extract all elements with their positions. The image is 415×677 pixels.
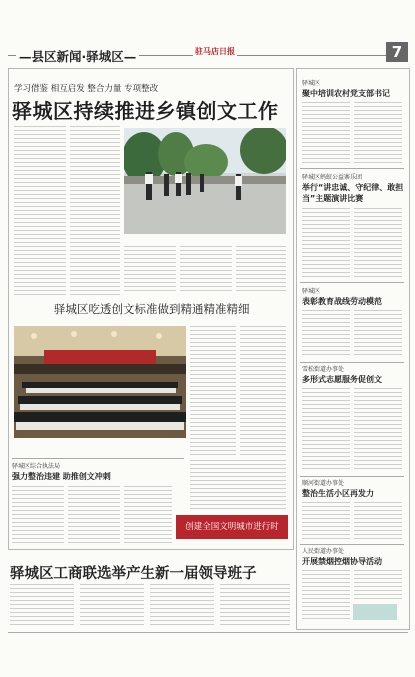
brief-title: 表彰教育战线劳动模范 <box>302 297 382 306</box>
body-text-column <box>10 584 74 626</box>
newspaper-logo: 驻马店日报 <box>195 46 235 56</box>
body-text-column <box>14 126 66 296</box>
sub-story-label: 驿城区综合执法局 <box>12 463 61 470</box>
bottom-story-headline: 驿城区工商联选举产生新一届领导班子 <box>10 566 257 582</box>
body-text-column <box>180 246 232 294</box>
body-text-column <box>68 486 120 544</box>
brief-text <box>302 208 350 278</box>
brief-text <box>302 388 350 472</box>
brief-label: 驿城区 <box>302 80 321 87</box>
brief-text <box>354 102 402 164</box>
decorative-stamp <box>353 604 397 620</box>
photo-officials-outdoor <box>124 128 286 234</box>
body-text-column <box>236 246 286 294</box>
brief-label: 驿城区蚂蚁公益寨乐团 <box>302 174 363 181</box>
campaign-banner: 创建全国文明城市进行时 <box>176 515 288 539</box>
sub-story-title: 强力整治违建 助推创文冲刺 <box>12 472 111 481</box>
footer-rule <box>8 632 408 633</box>
brief-text <box>302 102 350 164</box>
brief-text <box>354 310 402 358</box>
body-text-column <box>124 486 172 544</box>
brief-text <box>354 208 402 278</box>
page-number: 7 <box>386 42 408 62</box>
brief-text <box>302 502 350 540</box>
section-divider <box>12 458 184 459</box>
body-text-column <box>190 326 236 456</box>
brief-divider <box>300 362 404 363</box>
section-title: —县区新闻·驿城区— <box>16 47 139 65</box>
brief-title: 多形式志愿服务促创文 <box>302 375 382 384</box>
brief-divider <box>300 168 404 169</box>
page-header <box>8 44 408 64</box>
brief-title: 举行“讲忠诚、守纪律、敢担当”主题演讲比赛 <box>302 183 404 203</box>
brief-label: 雪松街道办事处 <box>302 366 345 373</box>
brief-text <box>354 570 402 600</box>
story-kicker: 学习借鉴 相互启发 整合力量 专项整改 <box>14 84 159 94</box>
brief-title: 开展禁烟控烟协导活动 <box>302 557 382 566</box>
story-headline: 驿城区持续推进乡镇创文工作 <box>12 99 279 123</box>
brief-label: 驿城区 <box>302 288 321 295</box>
brief-text <box>302 310 350 358</box>
brief-divider <box>300 476 404 477</box>
body-text-column <box>220 584 290 626</box>
brief-text <box>302 570 350 622</box>
body-text-column <box>124 246 176 294</box>
brief-text <box>354 502 402 540</box>
photo-meeting-hall <box>14 326 186 438</box>
body-text-column <box>190 460 286 510</box>
brief-divider <box>300 544 404 545</box>
body-text-column <box>150 584 214 626</box>
second-story-headline: 驿城区吃透创文标准做到精通精准精细 <box>54 302 250 316</box>
brief-label: 顺河街道办事处 <box>302 480 345 487</box>
brief-title: 整治生活小区再发力 <box>302 489 374 498</box>
brief-divider <box>300 282 404 283</box>
brief-text <box>354 388 402 472</box>
body-text-column <box>240 326 286 456</box>
body-text-column <box>80 584 144 626</box>
brief-label: 人民街道办事处 <box>302 548 345 555</box>
body-text-column <box>70 126 120 296</box>
brief-title: 聚中培训农村党支部书记 <box>302 89 390 98</box>
body-text-column <box>12 486 64 544</box>
